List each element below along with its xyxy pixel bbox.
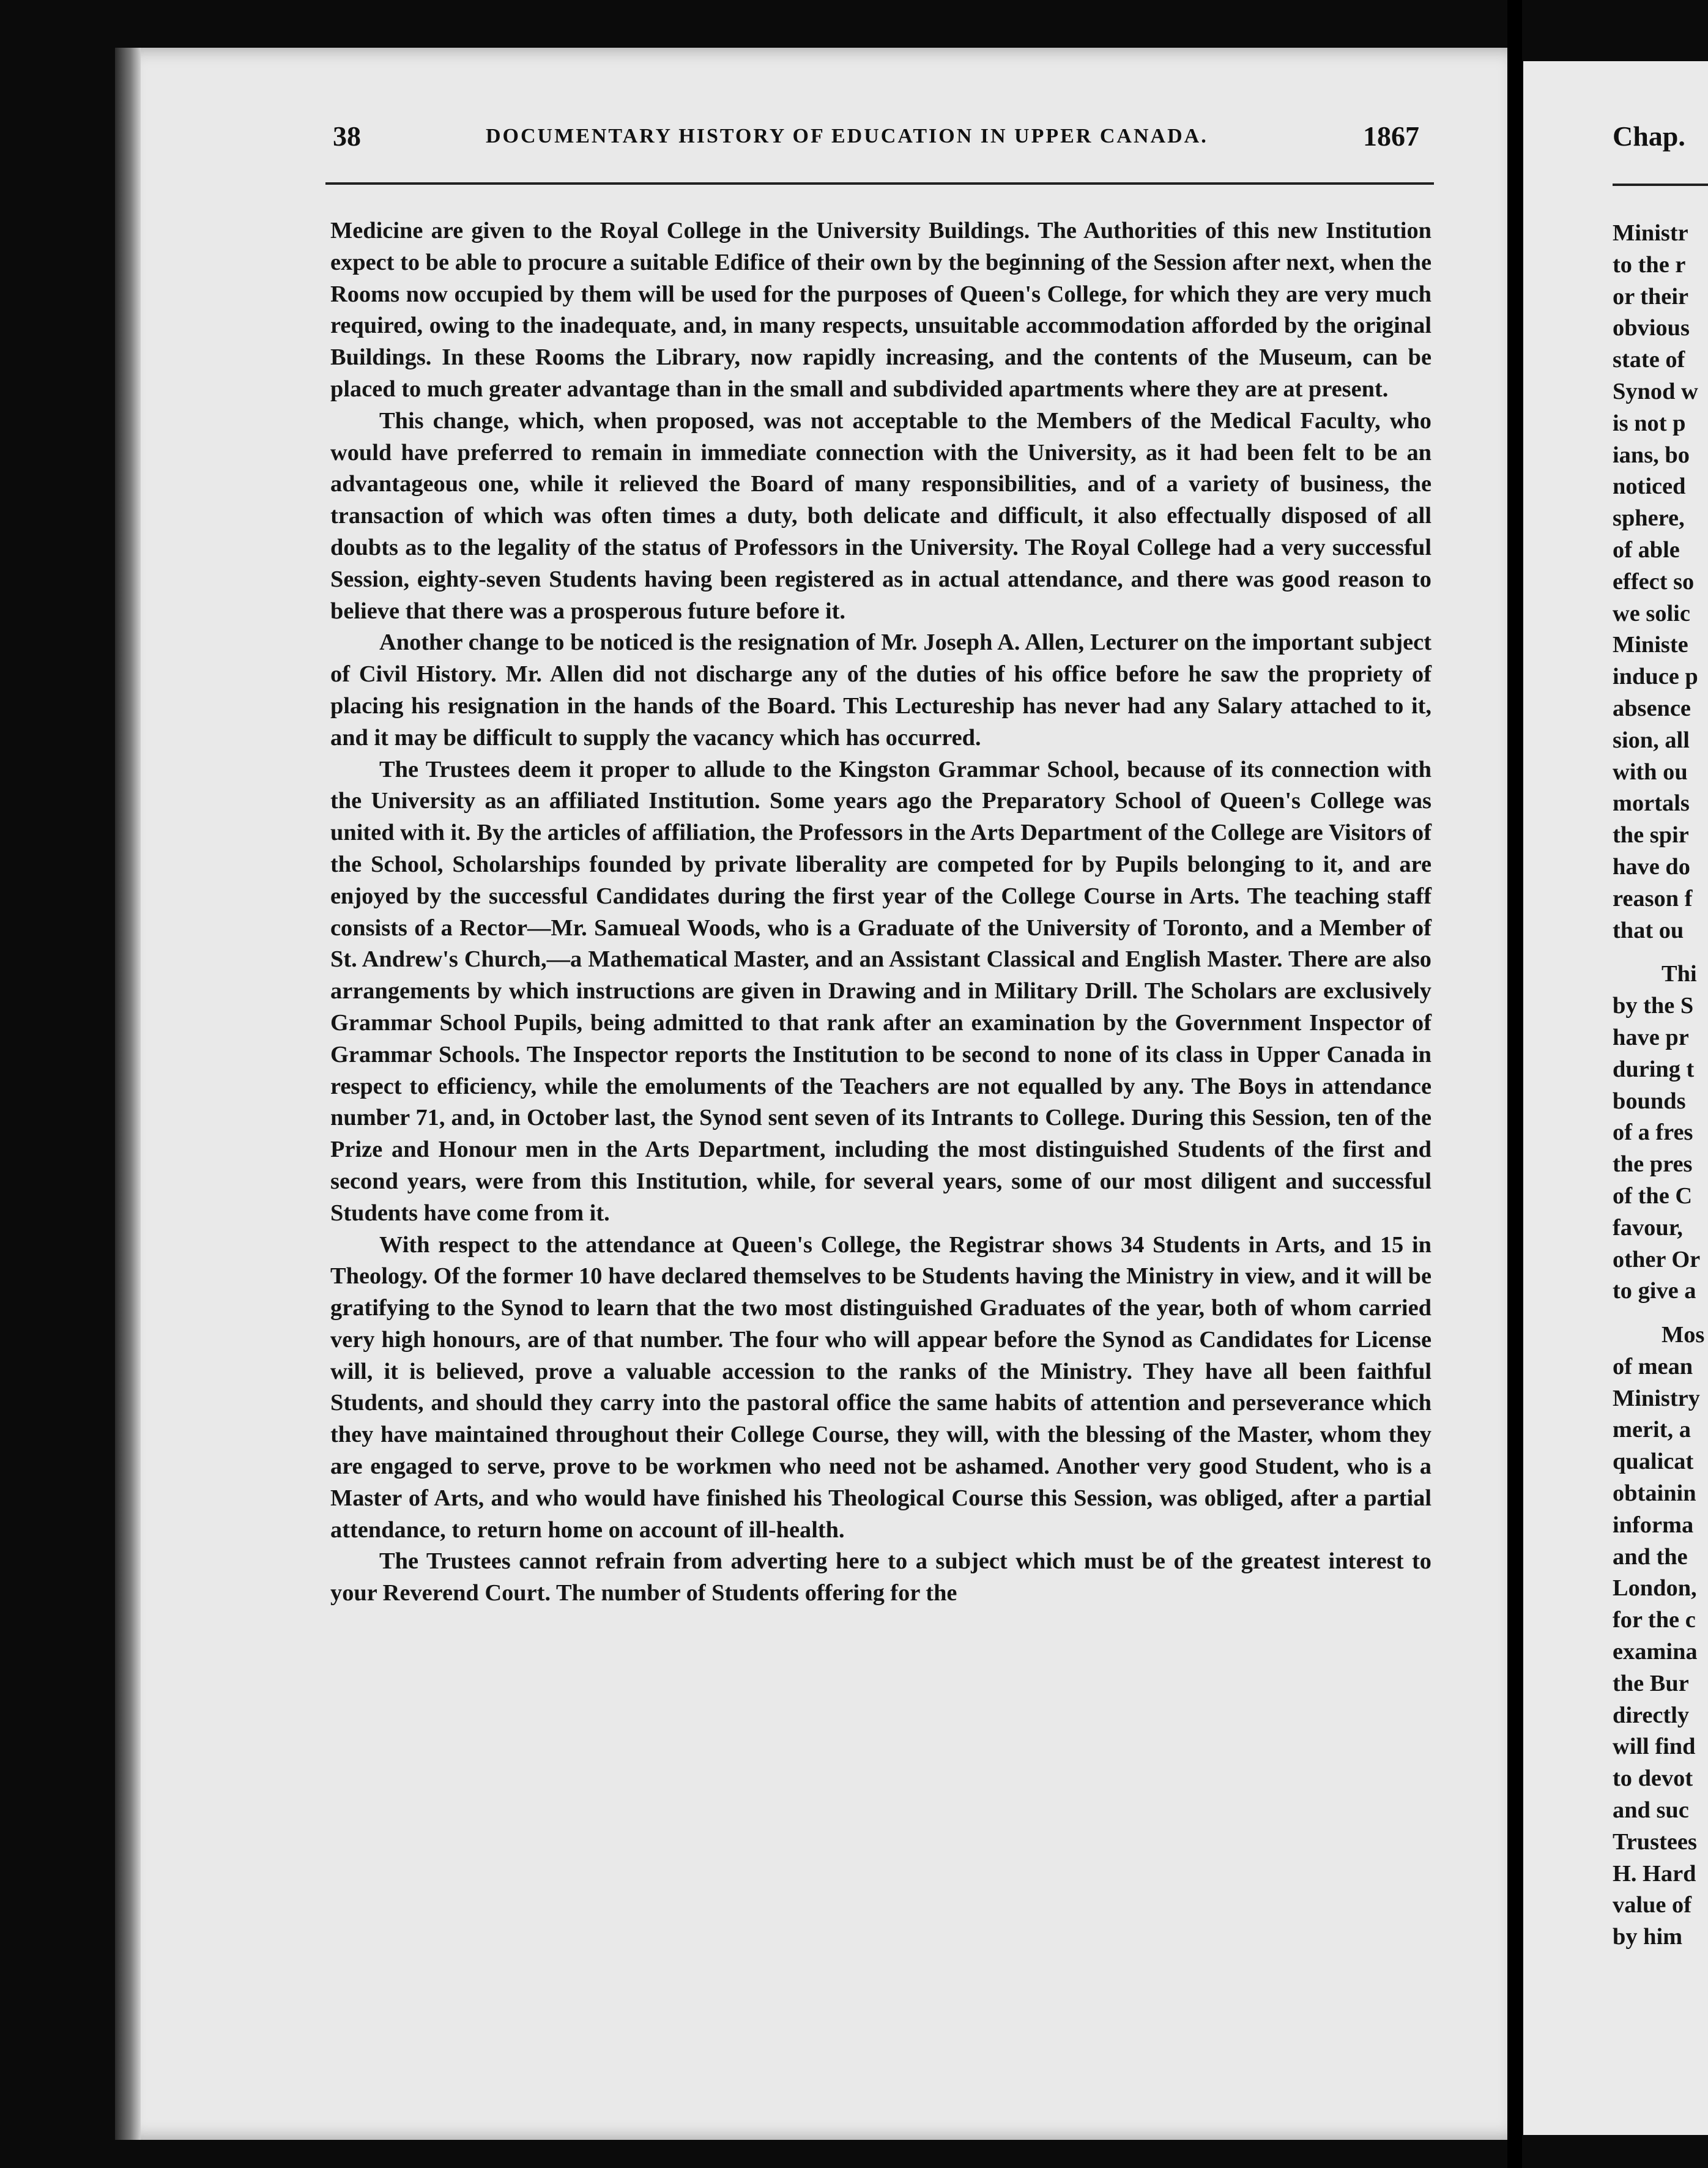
facing-line: to devot	[1613, 1765, 1693, 1792]
paragraph: Another change to be noticed is the resignation of Mr. Joseph A. Allen, Lecturer on the important subject of Civil History. Mr. Allen did not discharge any of the duties of his office before he saw the propriety of placing his resignation in the hands of the Board. This Lectureship has never had any Salary attached to it, and it may be difficult to supply the vacancy which has occurred.	[330, 629, 1431, 751]
facing-line: sion, all	[1613, 727, 1690, 753]
page-binding-shadow	[115, 48, 141, 2140]
facing-line: absence	[1613, 695, 1691, 721]
paragraph: With respect to the attendance at Queen's College, the Registrar shows 34 Students in Arts, and 15 in Theology. Of the former 10 have declared themselves to be Students having the Ministry in view, and it will be gratifying to the Synod to learn that the two most distinguished Graduates of the year, both of whom carried very high honours, are of that number. The four who will appear before the Synod as Candidates for License will, it is believed, prove a valuable accession to the ranks of the Ministry. They have all been faithful Students, and should they carry into the pastoral office the same habits of attention and perseverance which they have maintained throughout their College Course, they will, with the blessing of the Master, whom they are engaged to serve, prove to be workmen who need not be ashamed. Another very good Student, who is a Master of Arts, and who would have finished his Theological Course this Session, was obliged, after a partial attendance, to return home on account of ill-health.	[330, 1231, 1431, 1543]
page-gutter	[1507, 0, 1522, 2168]
facing-line: reason f	[1613, 885, 1693, 911]
facing-line: of a fres	[1613, 1119, 1693, 1146]
paragraph: Medicine are given to the Royal College in the University Buildings. The Authorities of this new Institution expect to be able to procure a suitable Edifice of their own by the beginning of the Session after next, when the Rooms now occupied by them will be used for the purposes of Queen's College, for which they are very much required, owing to the inadequate, and, in many respects, unsuitable accommodation afforded by the original Buildings. In these Rooms the Library, now rapidly increasing, and the contents of the Museum, can be placed to much greater advantage than in the small and subdivided apartments where they are at present.	[330, 218, 1431, 402]
facing-line: to give a	[1613, 1278, 1696, 1304]
facing-line: by him	[1613, 1924, 1683, 1950]
facing-line: Mos	[1662, 1322, 1705, 1348]
facing-line: induce p	[1613, 664, 1698, 690]
facing-line: will find	[1613, 1734, 1696, 1760]
facing-line: Trustees	[1613, 1828, 1697, 1855]
facing-line: ians, bo	[1613, 442, 1690, 468]
facing-line: obtainin	[1613, 1480, 1696, 1507]
facing-line: is not p	[1613, 410, 1686, 436]
facing-header-rule	[1613, 184, 1708, 186]
page-number: 38	[333, 121, 361, 152]
facing-line: informa	[1613, 1512, 1694, 1538]
facing-line: and the	[1613, 1543, 1688, 1570]
facing-page-lines	[1613, 218, 1704, 1953]
facing-line: Thi	[1662, 961, 1697, 987]
page-year: 1867	[1363, 121, 1419, 152]
facing-line: sphere,	[1613, 505, 1685, 532]
facing-line: have pr	[1613, 1024, 1689, 1050]
facing-line: value of	[1613, 1892, 1692, 1918]
running-head	[333, 120, 1434, 163]
facing-line: of the C	[1613, 1182, 1693, 1209]
paragraph: This change, which, when proposed, was not acceptable to the Members of the Medical Faculty, who would have preferred to remain in immediate connection with the University, as it had been felt to be an advantageous one, while it relieved the Board of many responsibilities, and of a variety of business, the transaction of which was often times a duty, both delicate and difficult, it also effectually disposed of all doubts as to the legality of the status of Professors in the University. The Royal College had a very successful Session, eighty-seven Students having been registered as in actual attendance, and there was good reason to believe that there was a prosperous future before it.	[330, 407, 1431, 624]
facing-line: for the c	[1613, 1607, 1696, 1633]
facing-line: or their	[1613, 283, 1689, 310]
facing-line: and suc	[1613, 1797, 1689, 1824]
facing-line: Ministry	[1613, 1385, 1700, 1411]
facing-line: H. Hard	[1613, 1860, 1696, 1887]
body-text	[330, 215, 1431, 1609]
facing-line: during t	[1613, 1056, 1695, 1082]
facing-line: to the r	[1613, 251, 1686, 278]
facing-line: bounds	[1613, 1088, 1686, 1114]
facing-line: of mean	[1613, 1353, 1693, 1379]
paragraph: The Trustees deem it proper to allude to the Kingston Grammar School, because of its connection with the University as an affiliated Institution. Some years ago the Preparatory School of Queen's College was united with it. By the articles of affiliation, the Professors in the Arts Department of the College are Visitors of the School, Scholarships founded by private liberality are competed for by Pupils belonging to it, and are enjoyed by the successful Candidates during the first year of the College Course in Arts. The teaching staff consists of a Rector—Mr. Samueal Woods, who is a Graduate of the University of Toronto, and a Member of St. Andrew's Church,—a Mathematical Master, and an Assistant Classical and English Master. There are also arrangements by which instructions are given in Drawing and in Military Drill. The Scholars are exclusively Grammar School Pupils, being admitted to that rank after an examination by the Government Inspector of Grammar Schools. The Inspector reports the Institution to be second to none of its class in Upper Canada in respect to efficiency, while the emoluments of the Teachers are not equalled by any. The Boys in attendance number 71, and, in October last, the Synod sent seven of its Intrants to College. During this Session, ten of the Prize and Honour men in the Arts Department, including the most distinguished Students of the first and second years, were from this Institution, while, for several years, some of our most diligent and successful Students have come from it.	[330, 756, 1431, 1226]
facing-line: the pres	[1613, 1151, 1693, 1178]
facing-line: Ministe	[1613, 632, 1688, 658]
facing-line: noticed	[1613, 473, 1686, 500]
facing-line: Synod w	[1613, 378, 1698, 404]
facing-line: we solic	[1613, 600, 1690, 626]
facing-line: merit, a	[1613, 1417, 1691, 1443]
facing-line: other Or	[1613, 1246, 1701, 1272]
facing-page	[1523, 61, 1708, 2135]
facing-line: of able	[1613, 536, 1680, 563]
header-rule	[325, 182, 1434, 185]
facing-line: obvious	[1613, 315, 1690, 341]
facing-line: examina	[1613, 1639, 1698, 1665]
paragraph: The Trustees cannot refrain from adverting here to a subject which must be of the greatest interest to your Reverend Court. The number of Students offering for the	[330, 1548, 1431, 1606]
facing-line: the spir	[1613, 822, 1689, 848]
facing-line: directly	[1613, 1702, 1690, 1728]
facing-line: London,	[1613, 1575, 1697, 1602]
facing-line: with ou	[1613, 759, 1688, 785]
facing-line: by the S	[1613, 993, 1694, 1019]
facing-line: favour,	[1613, 1214, 1683, 1241]
facing-line: have do	[1613, 853, 1690, 880]
facing-line: qualicat	[1613, 1449, 1694, 1475]
facing-line: state of	[1613, 347, 1685, 373]
facing-line: the Bur	[1613, 1670, 1689, 1696]
facing-line: Ministr	[1613, 220, 1688, 246]
facing-line: effect so	[1613, 568, 1695, 595]
facing-page-heading: Chap.	[1613, 121, 1685, 152]
facing-line: mortals	[1613, 790, 1690, 817]
running-title: DOCUMENTARY HISTORY OF EDUCATION IN UPPER CANADA.	[486, 125, 1208, 147]
facing-line: that ou	[1613, 917, 1684, 943]
